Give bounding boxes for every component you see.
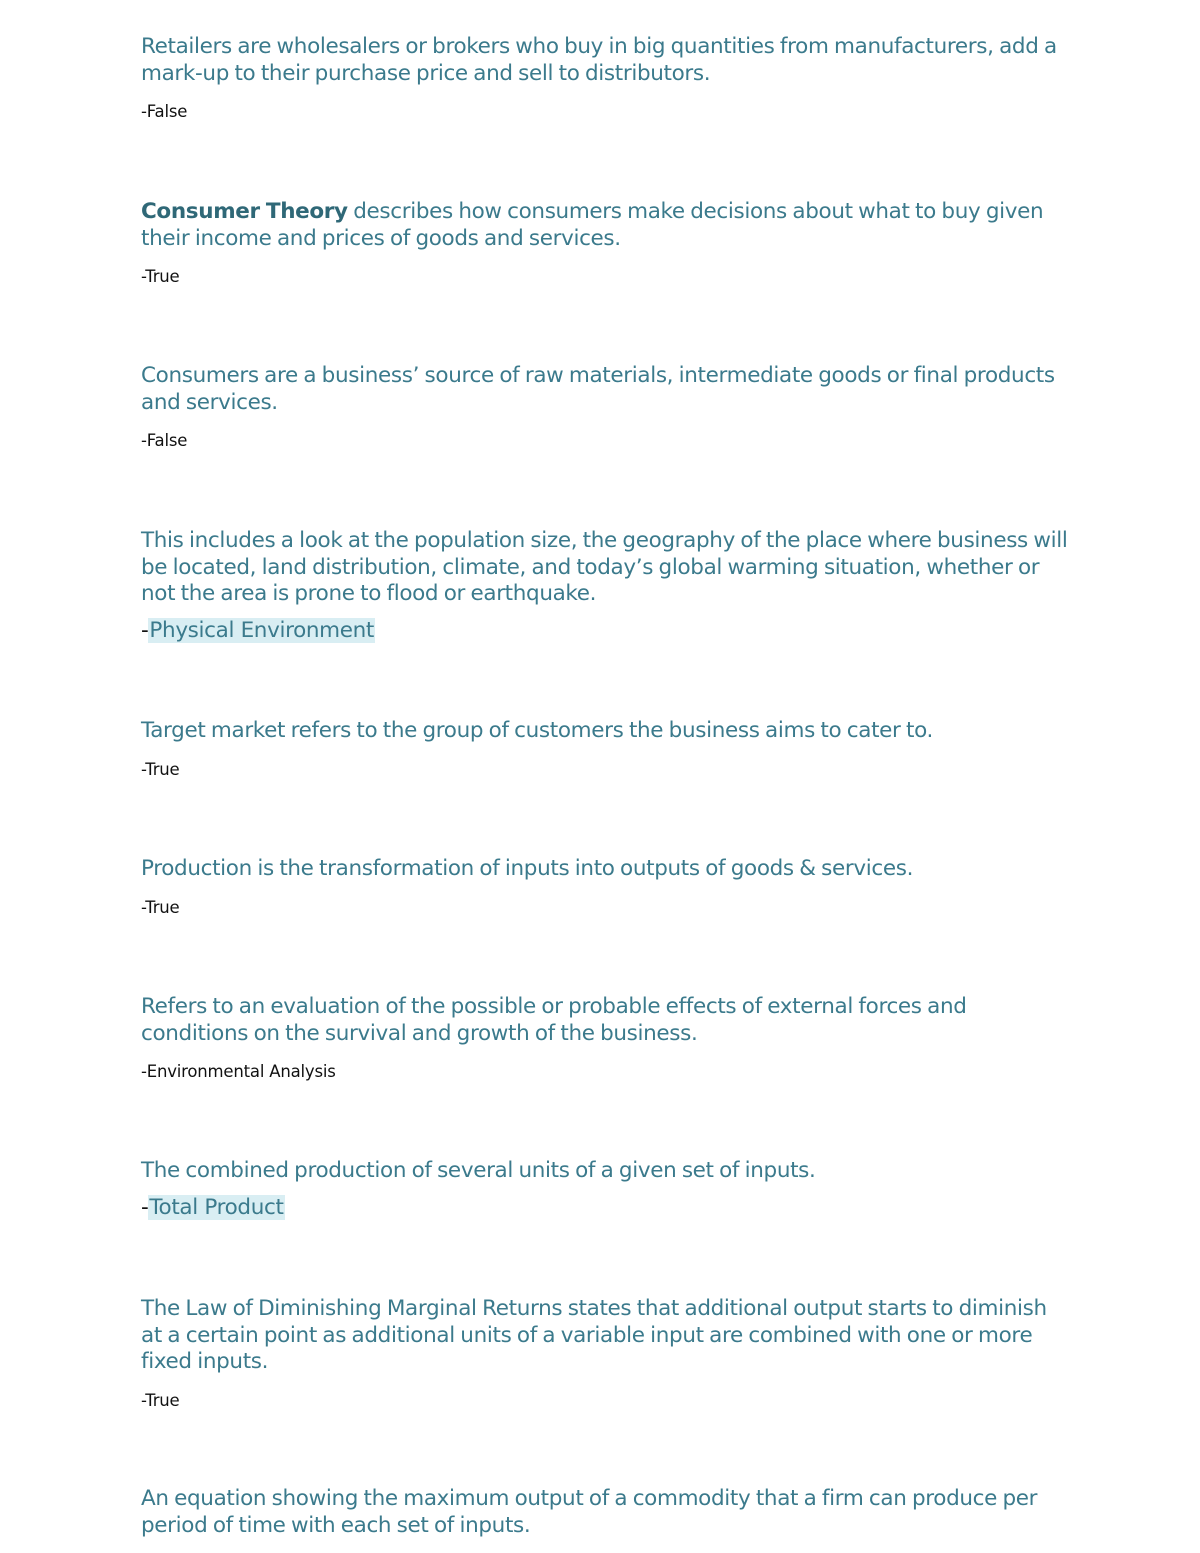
answer-text: -True	[141, 897, 180, 917]
answer-dash: -	[141, 1194, 149, 1220]
answer-text: -False	[141, 102, 188, 121]
question-text	[141, 199, 1071, 252]
question-text: An equation showing the maximum output of a commodity that a firm can produce per period of time with each set of inputs.	[141, 1486, 1038, 1538]
qa-item-3	[141, 363, 1071, 454]
question-text: Retailers are wholesalers or brokers who buy in big quantities from manufacturers, add a mark-up to their purchase price and sell to distributors.	[141, 34, 1057, 86]
answer-dash: -	[141, 617, 149, 643]
question-term: Consumer Theory	[141, 199, 348, 224]
answer-text	[141, 1193, 1071, 1223]
qa-item-2	[141, 199, 1071, 290]
answer-text: -Environmental Analysis	[141, 1062, 336, 1081]
question-text: Consumers are a business’ source of raw materials, intermediate goods or final products and services.	[141, 363, 1055, 415]
answer-text: -True	[141, 759, 180, 779]
qa-item-5	[141, 718, 1071, 783]
question-text: The Law of Diminishing Marginal Returns states that additional output starts to diminish at a certain point as additional units of a variable input are combined with one or more fixed inputs.	[141, 1296, 1047, 1374]
question-text: Target market refers to the group of customers the business aims to cater to.	[141, 718, 934, 743]
qa-item-4	[141, 528, 1071, 646]
qa-item-1	[141, 34, 1071, 125]
qa-item-10	[141, 1486, 1071, 1539]
question-text: Refers to an evaluation of the possible or probable effects of external forces and conditions on the survival and growth of the business.	[141, 994, 967, 1046]
question-text: This includes a look at the population size, the geography of the place where business will be located, land distribution, climate, and today’s global warming situation, whether or not the area is prone to flood or earthquake.	[141, 528, 1068, 606]
answer-text: -True	[141, 1390, 180, 1410]
answer-highlight: Physical Environment	[149, 617, 374, 643]
answer-text: -False	[141, 431, 188, 450]
question-text: Production is the transformation of inputs into outputs of goods & services.	[141, 856, 914, 881]
answer-text: -True	[141, 267, 180, 286]
qa-item-7	[141, 994, 1071, 1085]
qa-item-6	[141, 856, 1071, 921]
answer-highlight: Total Product	[149, 1194, 284, 1220]
qa-item-8	[141, 1158, 1071, 1223]
question-rest: describes how consumers make decisions about what to buy given their income and prices of goods and services.	[141, 199, 1044, 251]
answer-text	[141, 616, 1071, 646]
question-text: The combined production of several units of a given set of inputs.	[141, 1158, 816, 1183]
qa-item-9	[141, 1296, 1071, 1414]
